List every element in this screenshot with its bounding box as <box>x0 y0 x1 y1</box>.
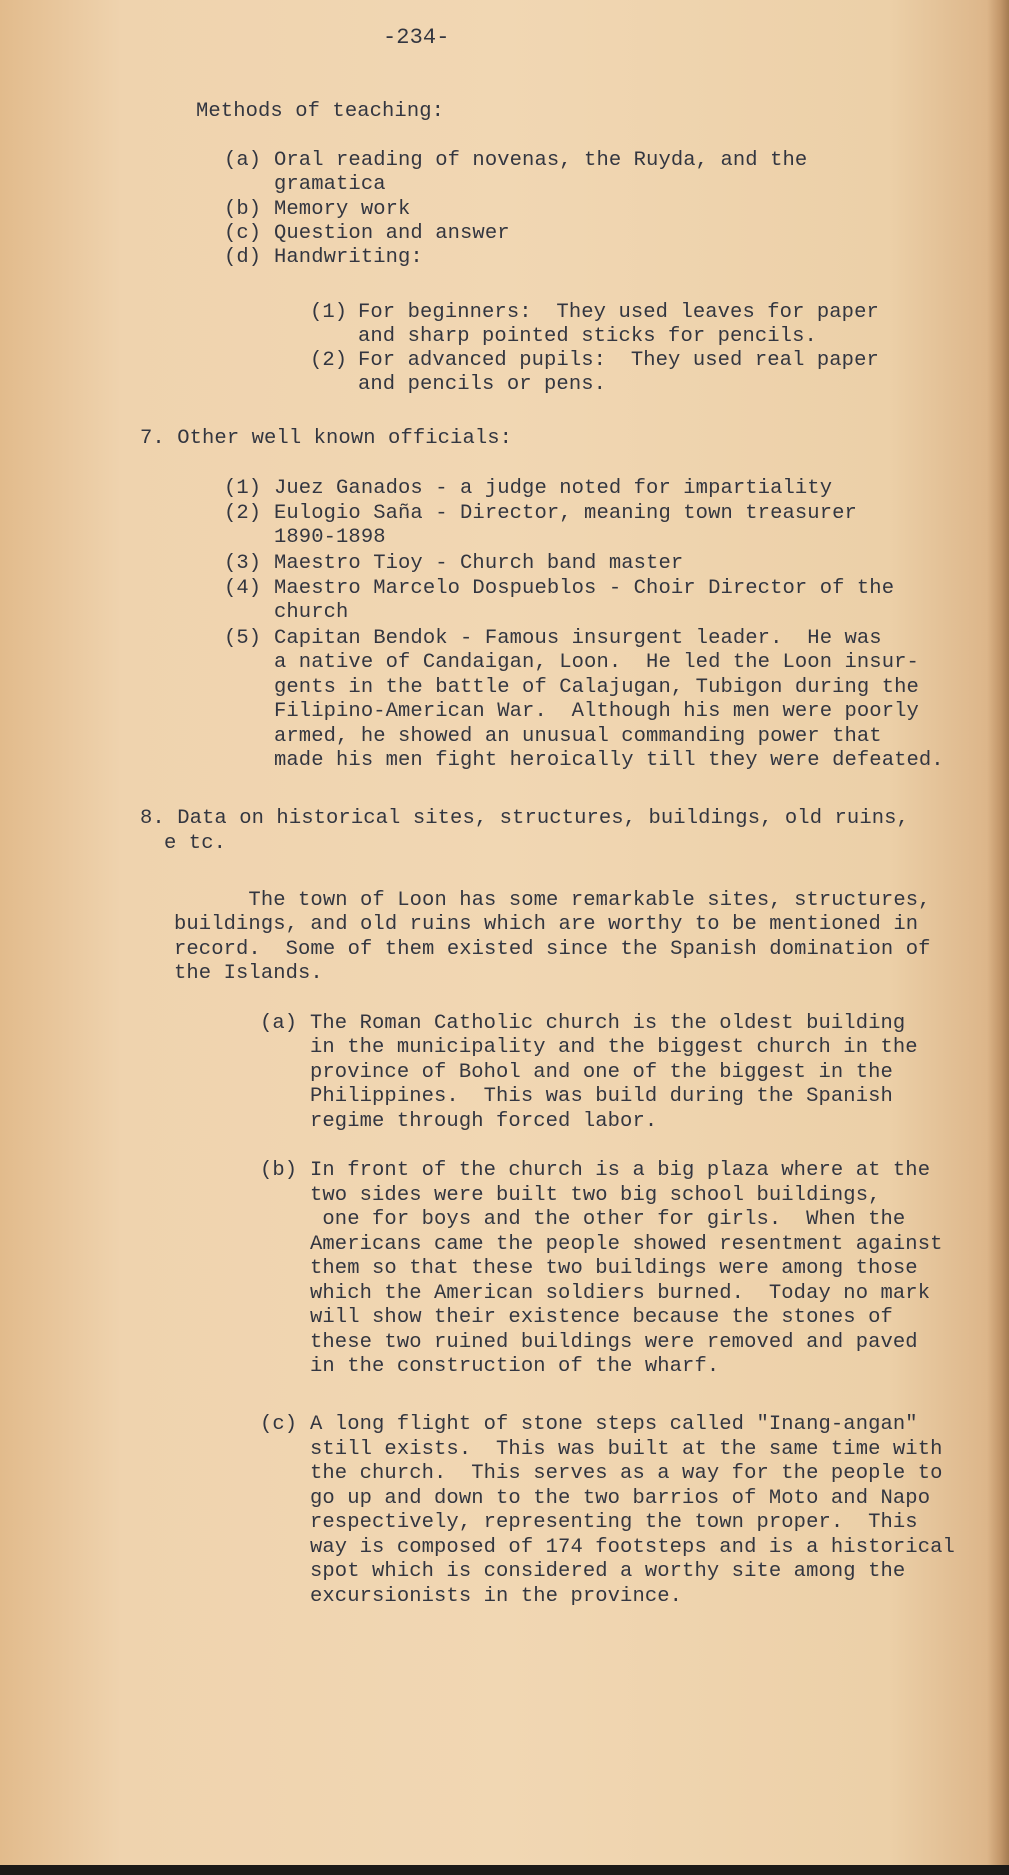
site-a-line-4: Philippines. This was build during the Spanish <box>310 1085 893 1108</box>
site-c-line-7: spot which is considered a worthy site among the <box>310 1560 906 1583</box>
method-a-line-2: gramatica <box>274 173 386 196</box>
site-c-label: (c) <box>260 1413 298 1436</box>
official-2-label: (2) <box>224 502 262 525</box>
site-b-line-1: In front of the church is a big plaza where at the <box>310 1159 931 1182</box>
site-c-line-2: still exists. This was built at the same time with <box>310 1438 943 1461</box>
official-3-label: (3) <box>224 552 262 575</box>
method-b-label: (b) <box>224 198 262 221</box>
official-5-line-2: a native of Candaigan, Loon. He led the Loon insur- <box>274 651 919 674</box>
site-c-line-4: go up and down to the two barrios of Moto and Napo <box>310 1487 931 1510</box>
method-d-line-1: Handwriting: <box>274 246 423 269</box>
official-4-line-1: Maestro Marcelo Dospueblos - Choir Director of the <box>274 577 895 600</box>
site-a-line-1: The Roman Catholic church is the oldest building <box>310 1012 906 1035</box>
method-a-line-1: Oral reading of novenas, the Ruyda, and the <box>274 149 808 172</box>
site-b-line-6: which the American soldiers burned. Today no mark <box>310 1282 931 1305</box>
method-b-line-1: Memory work <box>274 198 411 221</box>
section-8-heading-line-2: e tc. <box>164 832 227 855</box>
site-b-label: (b) <box>260 1159 298 1182</box>
intro-line-4: the Islands. <box>174 962 323 985</box>
page-edge-shadow <box>987 0 1009 1875</box>
official-2-line-1: Eulogio Saña - Director, meaning town treasurer <box>274 502 857 525</box>
official-4-line-2: church <box>274 601 349 624</box>
site-b-line-2: two sides were built two big school buildings, <box>310 1184 881 1207</box>
page-bottom-edge <box>0 1865 1009 1875</box>
official-5-line-6: made his men fight heroically till they were defeated. <box>274 749 944 772</box>
intro-line-3: record. Some of them existed since the Spanish domination of <box>174 938 931 961</box>
site-a-label: (a) <box>260 1012 298 1035</box>
site-b-line-8: these two ruined buildings were removed and paved <box>310 1331 918 1354</box>
sub-1-label: (1) <box>310 301 348 324</box>
site-b-line-3: one for boys and the other for girls. When the <box>310 1208 906 1231</box>
official-1-line-1: Juez Ganados - a judge noted for impartiality <box>274 477 833 500</box>
official-5-line-5: armed, he showed an unusual commanding power that <box>274 725 882 748</box>
methods-heading: Methods of teaching: <box>196 100 445 123</box>
section-7-heading: 7. Other well known officials: <box>140 427 513 450</box>
site-a-line-3: province of Bohol and one of the biggest in the <box>310 1061 893 1084</box>
official-1-label: (1) <box>224 477 262 500</box>
sub-2-line-1: For advanced pupils: They used real paper <box>358 349 879 372</box>
site-a-line-2: in the municipality and the biggest church in the <box>310 1036 918 1059</box>
official-5-label: (5) <box>224 627 262 650</box>
sub-2-line-2: and pencils or pens. <box>358 373 607 396</box>
page-number: -234- <box>383 25 450 50</box>
sub-1-line-1: For beginners: They used leaves for paper <box>358 301 879 324</box>
site-c-line-3: the church. This serves as a way for the people to <box>310 1462 943 1485</box>
site-b-line-4: Americans came the people showed resentment against <box>310 1233 943 1256</box>
official-2-line-2: 1890-1898 <box>274 526 386 549</box>
site-b-line-5: them so that these two buildings were among those <box>310 1257 918 1280</box>
official-3-line-1: Maestro Tioy - Church band master <box>274 552 684 575</box>
site-b-line-7: will show their existence because the stones of <box>310 1306 893 1329</box>
official-5-line-4: Filipino-American War. Although his men were poorly <box>274 700 919 723</box>
section-8-heading-line-1: 8. Data on historical sites, structures, buildings, old ruins, <box>140 807 909 830</box>
site-a-line-5: regime through forced labor. <box>310 1110 658 1133</box>
sub-1-line-2: and sharp pointed sticks for pencils. <box>358 325 817 348</box>
method-c-label: (c) <box>224 222 262 245</box>
sub-2-label: (2) <box>310 349 348 372</box>
site-b-line-9: in the construction of the wharf. <box>310 1355 720 1378</box>
method-d-label: (d) <box>224 246 262 269</box>
intro-line-2: buildings, and old ruins which are worthy to be mentioned in <box>174 913 919 936</box>
official-5-line-1: Capitan Bendok - Famous insurgent leader. He was <box>274 627 882 650</box>
site-c-line-6: way is composed of 174 footsteps and is a historical <box>310 1536 955 1559</box>
site-c-line-8: excursionists in the province. <box>310 1585 683 1608</box>
method-c-line-1: Question and answer <box>274 222 510 245</box>
official-4-label: (4) <box>224 577 262 600</box>
method-a-label: (a) <box>224 149 262 172</box>
official-5-line-3: gents in the battle of Calajugan, Tubigon during the <box>274 676 919 699</box>
site-c-line-5: respectively, representing the town proper. This <box>310 1511 918 1534</box>
site-c-line-1: A long flight of stone steps called "Inang-angan" <box>310 1413 918 1436</box>
intro-line-1: The town of Loon has some remarkable sites, structures, <box>174 889 931 912</box>
